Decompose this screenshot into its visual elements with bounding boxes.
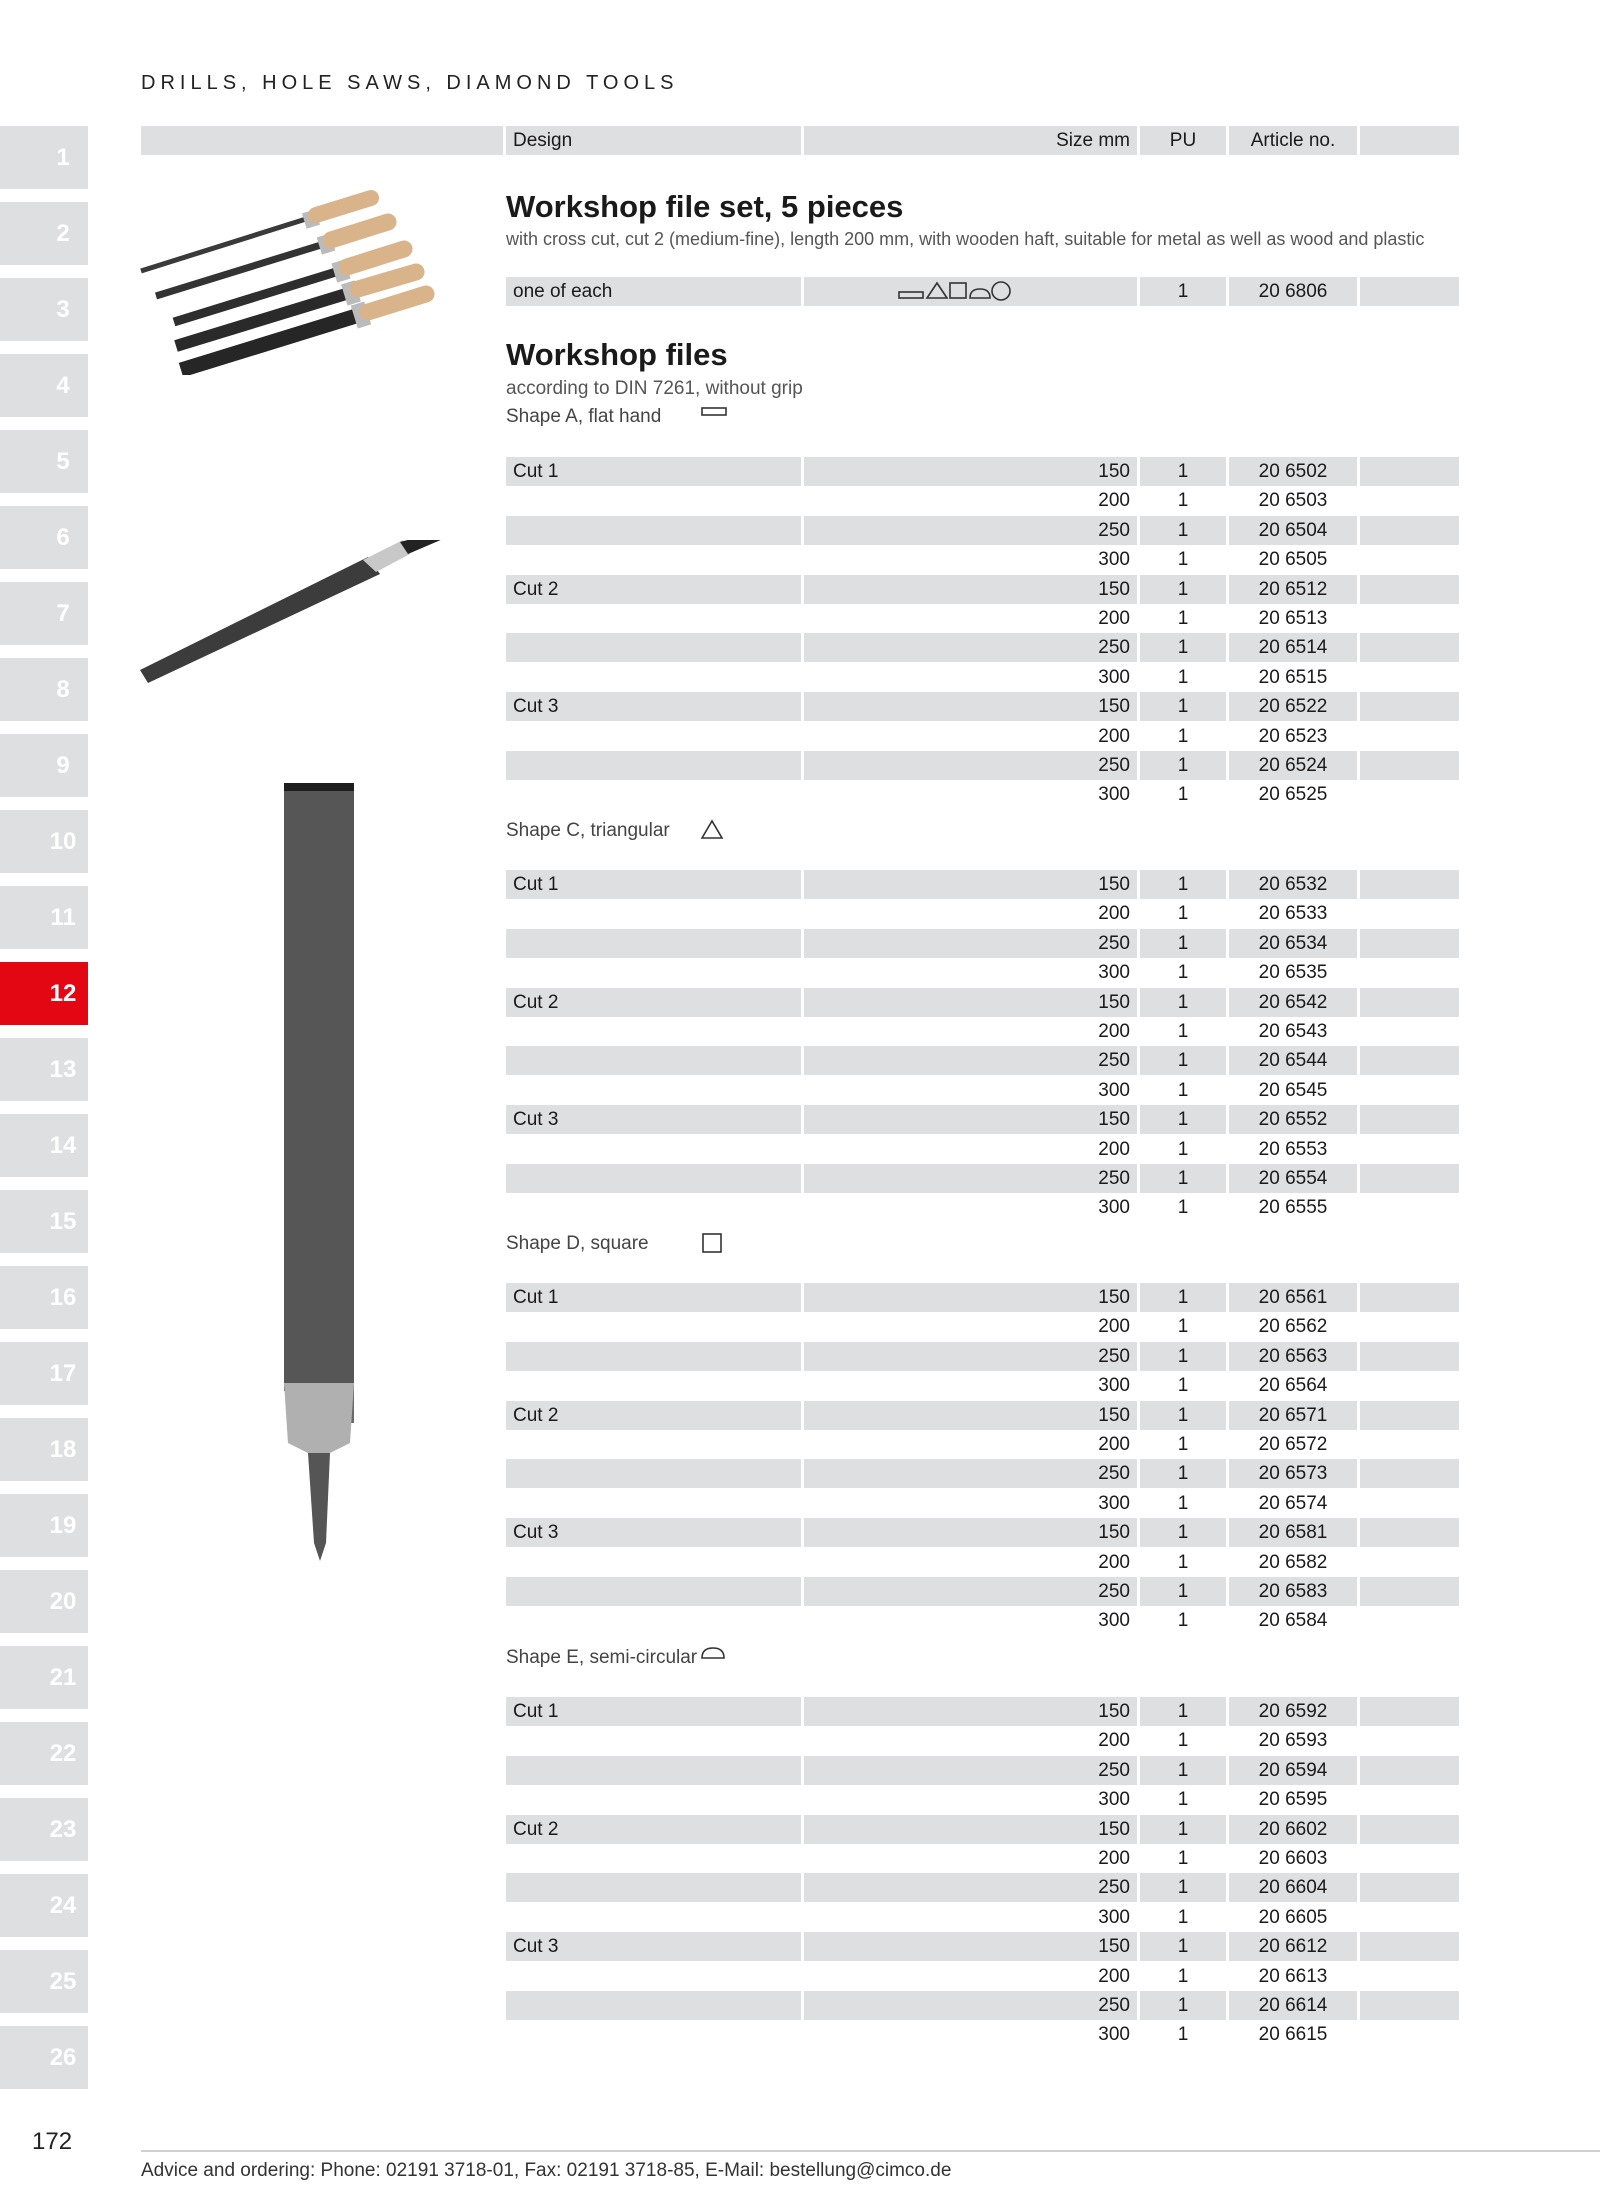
pu-cell: 1 <box>1140 575 1226 604</box>
size-cell: 250 <box>804 1577 1137 1606</box>
article-cell: 20 6612 <box>1229 1932 1357 1961</box>
article-cell: 20 6502 <box>1229 457 1357 486</box>
table-row <box>506 1962 1459 1991</box>
chapter-tab-24[interactable]: 24 <box>0 1874 88 1937</box>
table-row <box>506 751 1459 780</box>
chapter-tab-17[interactable]: 17 <box>0 1342 88 1405</box>
pu-cell: 1 <box>1140 870 1226 899</box>
pu-cell: 1 <box>1140 1283 1226 1312</box>
article-cell: 20 6613 <box>1258 1965 1328 1987</box>
design-cell <box>506 486 801 515</box>
table-row <box>506 1459 1459 1488</box>
pu-cell: 1 <box>1140 1342 1226 1371</box>
size-cell: 300 <box>1098 549 1130 571</box>
shapes-icons <box>804 277 1137 306</box>
pu-cell: 1 <box>1140 1518 1226 1547</box>
footer-divider <box>141 2150 1600 2152</box>
pu-cell: 1 <box>1177 1197 1189 1219</box>
size-cell: 200 <box>1098 903 1130 925</box>
article-cell: 20 6614 <box>1229 1991 1357 2020</box>
design-cell: Cut 3 <box>506 692 801 721</box>
pu-cell: 1 <box>1140 1105 1226 1134</box>
triangle-shape-icon <box>700 818 724 845</box>
design-cell <box>506 516 801 545</box>
design-cell: Cut 3 <box>506 1518 801 1547</box>
article-cell: 20 6515 <box>1258 666 1328 688</box>
chapter-tab-16[interactable]: 16 <box>0 1266 88 1329</box>
article-cell: 20 6604 <box>1229 1873 1357 1902</box>
table-row <box>506 722 1459 751</box>
size-cell: 200 <box>1098 1965 1130 1987</box>
table-row <box>506 988 1459 1017</box>
article-cell: 20 6505 <box>1258 549 1328 571</box>
design-cell: Cut 2 <box>506 1815 801 1844</box>
article-cell: 20 6514 <box>1229 633 1357 662</box>
table-row <box>506 1017 1459 1046</box>
design-cell: Cut 2 <box>506 575 801 604</box>
pu-cell: 1 <box>1177 1610 1189 1632</box>
size-cell: 250 <box>804 1046 1137 1075</box>
size-cell: 150 <box>804 1283 1137 1312</box>
article-cell: 20 6584 <box>1258 1610 1328 1632</box>
design-cell <box>506 722 801 751</box>
chapter-tab-23[interactable]: 23 <box>0 1798 88 1861</box>
chapter-tab-15[interactable]: 15 <box>0 1190 88 1253</box>
article-cell: 20 6503 <box>1258 490 1328 512</box>
table-row <box>506 1785 1459 1814</box>
files-description: according to DIN 7261, without grip <box>506 378 803 399</box>
design-cell <box>506 1726 801 1755</box>
design-cell <box>506 1312 801 1341</box>
chapter-tab-12[interactable]: 12 <box>0 962 88 1025</box>
chapter-tab-14[interactable]: 14 <box>0 1114 88 1177</box>
chapter-tab-13[interactable]: 13 <box>0 1038 88 1101</box>
table-row <box>506 604 1459 633</box>
article-cell: 20 6555 <box>1258 1197 1328 1219</box>
pu-cell: 1 <box>1140 1991 1226 2020</box>
table-row <box>506 692 1459 721</box>
table-row <box>506 1606 1459 1635</box>
article-cell: 20 6562 <box>1258 1316 1328 1338</box>
pu-cell: 1 <box>1140 1046 1226 1075</box>
size-cell: 200 <box>1098 1316 1130 1338</box>
table-row <box>506 2020 1459 2049</box>
article-cell: 20 6582 <box>1258 1551 1328 1573</box>
design-cell <box>506 1342 801 1371</box>
article-cell: 20 6513 <box>1258 608 1328 629</box>
table-row <box>506 516 1459 545</box>
header-size: Size mm <box>804 126 1137 155</box>
chapter-tab-25[interactable]: 25 <box>0 1950 88 2013</box>
article-cell: 20 6564 <box>1258 1375 1328 1397</box>
size-cell: 150 <box>804 1401 1137 1430</box>
size-cell: 250 <box>804 633 1137 662</box>
pu-cell: 1 <box>1140 988 1226 1017</box>
chapter-tab-9[interactable]: 9 <box>0 734 88 797</box>
pu-cell: 1 <box>1177 784 1189 806</box>
article-cell: 20 6605 <box>1258 1906 1328 1928</box>
size-cell: 200 <box>1098 1138 1130 1160</box>
size-cell: 150 <box>804 1697 1137 1726</box>
pu-cell: 1 <box>1140 516 1226 545</box>
pu-cell: 1 <box>1140 633 1226 662</box>
table-row <box>506 1164 1459 1193</box>
size-cell: 250 <box>804 929 1137 958</box>
shape-label: Shape E, semi-circular <box>506 1647 698 1668</box>
article-cell: 20 6595 <box>1258 1789 1328 1811</box>
article-cell: 20 6524 <box>1229 751 1357 780</box>
article-cell: 20 6543 <box>1258 1021 1328 1042</box>
design-cell <box>506 1606 801 1635</box>
square-shape-icon <box>700 1231 724 1260</box>
table-row <box>506 870 1459 899</box>
design-cell: Cut 1 <box>506 457 801 486</box>
design-cell <box>506 751 801 780</box>
article-cell: 20 6563 <box>1229 1342 1357 1371</box>
article-cell: 20 6574 <box>1258 1492 1328 1514</box>
table-row <box>506 1697 1459 1726</box>
pu-cell: 1 <box>1177 962 1189 984</box>
design-cell <box>506 780 801 809</box>
design-cell <box>506 1756 801 1785</box>
size-cell: 250 <box>804 751 1137 780</box>
table-row <box>506 1873 1459 1902</box>
design-cell: Cut 3 <box>506 1105 801 1134</box>
chapter-tab-6[interactable]: 6 <box>0 506 88 569</box>
pu-cell: 1 <box>1140 692 1226 721</box>
article-cell: 20 6532 <box>1229 870 1357 899</box>
design-cell <box>506 1903 801 1932</box>
pu-cell: 1 <box>1177 608 1189 629</box>
article-cell: 20 6542 <box>1229 988 1357 1017</box>
design-cell <box>506 1430 801 1459</box>
table-row <box>506 1135 1459 1164</box>
pu-cell: 1 <box>1177 1079 1189 1101</box>
table-row <box>506 1312 1459 1341</box>
table-row <box>506 1726 1459 1755</box>
chapter-tabs <box>0 126 88 2102</box>
pu-cell: 1 <box>1140 1815 1226 1844</box>
size-cell: 150 <box>804 988 1137 1017</box>
size-cell: 150 <box>804 1815 1137 1844</box>
chapter-tab-18[interactable]: 18 <box>0 1418 88 1481</box>
article-cell: 20 6534 <box>1229 929 1357 958</box>
article-cell: 20 6512 <box>1229 575 1357 604</box>
table-row <box>506 1401 1459 1430</box>
size-cell: 150 <box>804 1932 1137 1961</box>
files-title: Workshop files <box>506 337 728 372</box>
table-row <box>506 1815 1459 1844</box>
header-article: Article no. <box>1229 126 1357 155</box>
table-row <box>506 1046 1459 1075</box>
chapter-tab-5[interactable]: 5 <box>0 430 88 493</box>
size-cell: 300 <box>1098 962 1130 984</box>
chapter-tab-11[interactable]: 11 <box>0 886 88 949</box>
design-cell <box>506 1873 801 1902</box>
pu-cell: 1 <box>1140 277 1226 306</box>
chapter-tab-10[interactable]: 10 <box>0 810 88 873</box>
pu-cell: 1 <box>1177 1021 1189 1042</box>
design-cell <box>506 545 801 574</box>
pu-cell: 1 <box>1140 1164 1226 1193</box>
size-cell: 300 <box>1098 784 1130 806</box>
file-set-title: Workshop file set, 5 pieces <box>506 189 904 224</box>
article-cell: 20 6553 <box>1258 1138 1328 1160</box>
article-cell: 20 6522 <box>1229 692 1357 721</box>
article-cell: 20 6573 <box>1229 1459 1357 1488</box>
table-row <box>506 545 1459 574</box>
article-cell: 20 6592 <box>1229 1697 1357 1726</box>
chapter-tab-26[interactable]: 26 <box>0 2026 88 2089</box>
design-cell: one of each <box>506 277 801 306</box>
pu-cell: 1 <box>1177 1965 1189 1987</box>
pu-cell: 1 <box>1177 725 1189 747</box>
size-cell: 200 <box>1098 1551 1130 1573</box>
size-cell: 200 <box>1098 1021 1130 1042</box>
table-row <box>506 1991 1459 2020</box>
article-cell: 20 6583 <box>1229 1577 1357 1606</box>
article-cell: 20 6533 <box>1258 903 1328 925</box>
chapter-tab-3[interactable]: 3 <box>0 278 88 341</box>
size-cell: 250 <box>804 1756 1137 1785</box>
article-cell: 20 6523 <box>1258 725 1328 747</box>
pu-cell: 1 <box>1177 1906 1189 1928</box>
pu-cell: 1 <box>1140 1697 1226 1726</box>
pu-cell: 1 <box>1177 666 1189 688</box>
page-number: 172 <box>32 2128 73 2155</box>
pu-cell: 1 <box>1140 1756 1226 1785</box>
design-cell: Cut 2 <box>506 1401 801 1430</box>
table-row <box>506 1548 1459 1577</box>
semicircle-shape-icon <box>700 1645 726 1666</box>
size-cell: 300 <box>1098 1789 1130 1811</box>
table-row <box>506 457 1459 486</box>
pu-cell: 1 <box>1177 1789 1189 1811</box>
size-cell: 250 <box>804 1342 1137 1371</box>
size-cell: 250 <box>804 1164 1137 1193</box>
size-cell: 150 <box>804 575 1137 604</box>
design-cell: Cut 2 <box>506 988 801 1017</box>
chapter-tab-19[interactable]: 19 <box>0 1494 88 1557</box>
pu-cell: 1 <box>1140 1873 1226 1902</box>
table-row <box>506 1844 1459 1873</box>
size-cell: 300 <box>1098 1197 1130 1219</box>
article-cell: 20 6806 <box>1229 277 1357 306</box>
table-row <box>506 929 1459 958</box>
flat-shape-icon <box>700 404 728 423</box>
table-row <box>506 1518 1459 1547</box>
chapter-tab-8[interactable]: 8 <box>0 658 88 721</box>
article-cell: 20 6572 <box>1258 1434 1328 1455</box>
flat-file-image <box>138 540 458 685</box>
size-cell: 200 <box>1098 1848 1130 1869</box>
article-cell: 20 6544 <box>1229 1046 1357 1075</box>
size-cell: 300 <box>1098 666 1130 688</box>
footer-text: Advice and ordering: Phone: 02191 3718-01, Fax: 02191 3718-85, E-Mail: bestellung@cimco.de <box>141 2160 952 2181</box>
table-row <box>506 1076 1459 1105</box>
chapter-tab-20[interactable]: 20 <box>0 1570 88 1633</box>
pu-cell: 1 <box>1177 1551 1189 1573</box>
article-cell: 20 6525 <box>1258 784 1328 806</box>
size-cell: 150 <box>804 457 1137 486</box>
article-cell: 20 6554 <box>1229 1164 1357 1193</box>
article-cell: 20 6581 <box>1229 1518 1357 1547</box>
pu-cell: 1 <box>1140 1932 1226 1961</box>
section-title: DRILLS, HOLE SAWS, DIAMOND TOOLS <box>141 72 679 94</box>
chapter-tab-22[interactable]: 22 <box>0 1722 88 1785</box>
size-cell: 250 <box>804 1873 1137 1902</box>
table-row <box>506 1283 1459 1312</box>
design-cell <box>506 1991 801 2020</box>
size-cell: 150 <box>804 692 1137 721</box>
design-cell <box>506 1489 801 1518</box>
design-cell <box>506 1017 801 1046</box>
table-row <box>506 1903 1459 1932</box>
pu-cell: 1 <box>1177 549 1189 571</box>
article-cell: 20 6602 <box>1229 1815 1357 1844</box>
chapter-tab-21[interactable]: 21 <box>0 1646 88 1709</box>
design-cell <box>506 1844 801 1873</box>
shape-label: Shape A, flat hand <box>506 406 662 427</box>
design-cell <box>506 899 801 928</box>
file-set-image <box>136 175 476 375</box>
table-header <box>141 126 1459 155</box>
table-row <box>506 780 1459 809</box>
design-cell <box>506 663 801 692</box>
pu-cell: 1 <box>1140 1401 1226 1430</box>
shape-label: Shape C, triangular <box>506 820 670 841</box>
table-row <box>506 1342 1459 1371</box>
pu-cell: 1 <box>1177 1316 1189 1338</box>
article-cell: 20 6593 <box>1258 1730 1328 1752</box>
design-cell <box>506 604 801 633</box>
size-cell: 300 <box>1098 2024 1130 2046</box>
pu-cell: 1 <box>1140 1577 1226 1606</box>
article-cell: 20 6594 <box>1229 1756 1357 1785</box>
design-cell: Cut 1 <box>506 870 801 899</box>
table-row <box>506 575 1459 604</box>
pu-cell: 1 <box>1177 490 1189 512</box>
pu-cell: 1 <box>1140 457 1226 486</box>
pu-cell: 1 <box>1140 1459 1226 1488</box>
design-cell <box>506 633 801 662</box>
size-cell: 200 <box>1098 608 1130 629</box>
pu-cell: 1 <box>1140 929 1226 958</box>
design-cell <box>506 2020 801 2049</box>
article-cell: 20 6545 <box>1258 1079 1328 1101</box>
size-cell: 250 <box>804 516 1137 545</box>
table-row <box>506 1489 1459 1518</box>
design-cell <box>506 1577 801 1606</box>
design-cell <box>506 929 801 958</box>
design-cell <box>506 1785 801 1814</box>
pu-cell: 1 <box>1177 1434 1189 1455</box>
design-cell <box>506 1135 801 1164</box>
size-cell: 200 <box>1098 490 1130 512</box>
article-cell: 20 6603 <box>1258 1848 1328 1869</box>
table-row <box>506 899 1459 928</box>
table-row <box>506 1932 1459 1961</box>
article-cell: 20 6571 <box>1229 1401 1357 1430</box>
size-cell: 300 <box>1098 1492 1130 1514</box>
design-cell <box>506 1962 801 1991</box>
chapter-tab-4[interactable]: 4 <box>0 354 88 417</box>
design-cell: Cut 3 <box>506 1932 801 1961</box>
table-row <box>506 486 1459 515</box>
chapter-tab-1[interactable]: 1 <box>0 126 88 189</box>
table-row <box>506 1193 1459 1222</box>
article-cell: 20 6504 <box>1229 516 1357 545</box>
file-set-row <box>506 277 1459 306</box>
table-row <box>506 1430 1459 1459</box>
table-row <box>506 663 1459 692</box>
size-cell: 150 <box>804 1105 1137 1134</box>
table-row <box>506 1371 1459 1400</box>
pu-cell: 1 <box>1177 1492 1189 1514</box>
pu-cell: 1 <box>1140 751 1226 780</box>
pu-cell: 1 <box>1177 1138 1189 1160</box>
pu-cell: 1 <box>1177 1375 1189 1397</box>
design-cell: Cut 1 <box>506 1283 801 1312</box>
pu-cell: 1 <box>1177 903 1189 925</box>
design-cell: Cut 1 <box>506 1697 801 1726</box>
design-cell <box>506 1371 801 1400</box>
table-row <box>506 958 1459 987</box>
design-cell <box>506 1164 801 1193</box>
file-set-description: with cross cut, cut 2 (medium-fine), length 200 mm, with wooden haft, suitable for metal as well as wood and plastic <box>506 229 1425 249</box>
design-cell <box>506 958 801 987</box>
design-cell <box>506 1076 801 1105</box>
single-file-image <box>282 783 362 1563</box>
chapter-tab-2[interactable]: 2 <box>0 202 88 265</box>
pu-cell: 1 <box>1177 2024 1189 2046</box>
size-cell: 300 <box>1098 1375 1130 1397</box>
size-cell: 200 <box>1098 1730 1130 1752</box>
design-cell <box>506 1548 801 1577</box>
pu-cell: 1 <box>1177 1848 1189 1869</box>
article-cell: 20 6535 <box>1258 962 1328 984</box>
table-row <box>506 1577 1459 1606</box>
size-cell: 300 <box>1098 1906 1130 1928</box>
size-cell: 150 <box>804 870 1137 899</box>
header-design: Design <box>506 126 801 155</box>
table-row <box>506 1105 1459 1134</box>
chapter-tab-7[interactable]: 7 <box>0 582 88 645</box>
size-cell: 300 <box>1098 1079 1130 1101</box>
size-cell: 200 <box>1098 725 1130 747</box>
size-cell: 250 <box>804 1991 1137 2020</box>
size-cell: 300 <box>1098 1610 1130 1632</box>
design-cell <box>506 1459 801 1488</box>
table-row <box>506 1756 1459 1785</box>
article-cell: 20 6615 <box>1258 2024 1328 2046</box>
article-cell: 20 6552 <box>1229 1105 1357 1134</box>
shape-label: Shape D, square <box>506 1233 649 1254</box>
table-row <box>506 633 1459 662</box>
pu-cell: 1 <box>1177 1730 1189 1752</box>
header-pu: PU <box>1140 126 1226 155</box>
design-cell <box>506 1046 801 1075</box>
design-cell <box>506 1193 801 1222</box>
size-cell: 150 <box>804 1518 1137 1547</box>
size-cell: 200 <box>1098 1434 1130 1455</box>
size-cell: 250 <box>804 1459 1137 1488</box>
article-cell: 20 6561 <box>1229 1283 1357 1312</box>
